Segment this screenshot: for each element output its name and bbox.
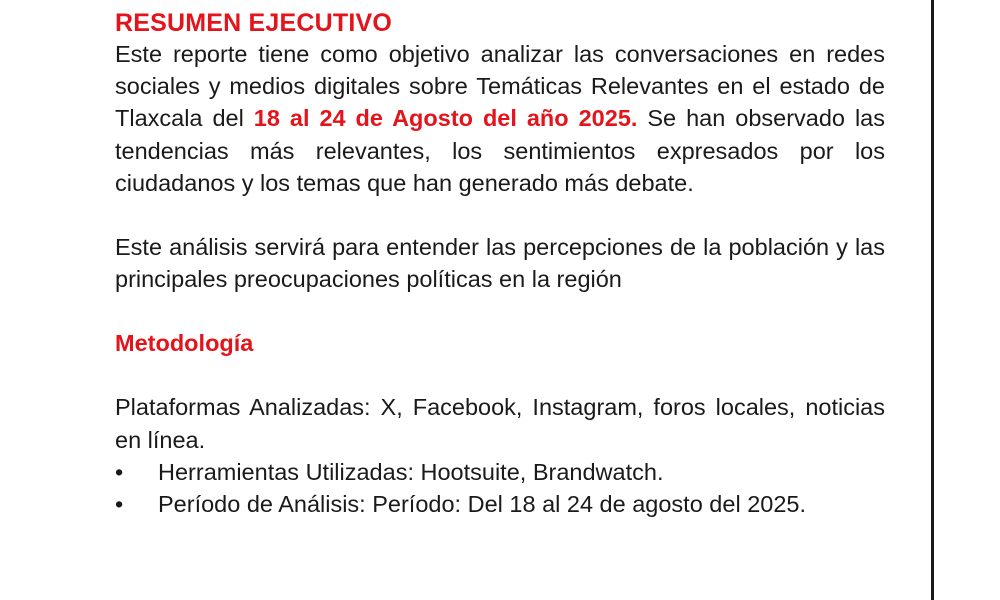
page-border-rule xyxy=(931,0,934,600)
intro-text: Este reporte tiene como objetivo analizar las conversaciones en redes sociales y medios digitales sobre Temáticas Relevantes en el estado de Tlaxcala del xyxy=(115,41,885,132)
bullet-icon: • xyxy=(115,458,124,485)
bullet-icon: • xyxy=(115,491,124,518)
section-spacer xyxy=(115,359,885,391)
list-item xyxy=(115,456,885,488)
intro-text-continued: Se han observado las tendencias más relevantes, los sentimientos expresados por los ciudadanos y los temas que han generado más debate. xyxy=(115,105,885,196)
bullet-text: Herramientas Utilizadas: Hootsuite, Brandwatch. xyxy=(158,458,664,485)
executive-summary-paragraph xyxy=(115,38,885,199)
date-range-highlight: 18 al 24 de Agosto del año 2025. xyxy=(253,105,638,132)
methodology-heading: Metodología xyxy=(115,330,254,357)
document-body xyxy=(115,8,885,520)
bullet-text: Período de Análisis: Período: Del 18 al 24 de agosto del 2025. xyxy=(158,491,807,518)
section-spacer xyxy=(115,295,885,327)
executive-summary-heading: RESUMEN EJECUTIVO xyxy=(115,9,393,37)
platforms-paragraph: Plataformas Analizadas: X, Facebook, Instagram, foros locales, noticias en línea. xyxy=(115,394,885,453)
methodology-bullet-list xyxy=(115,456,885,520)
list-item xyxy=(115,488,885,520)
analysis-purpose-paragraph: Este análisis servirá para entender las percepciones de la población y las principales preocupaciones políticas en la región xyxy=(115,234,885,293)
paragraph-spacer xyxy=(115,199,885,231)
